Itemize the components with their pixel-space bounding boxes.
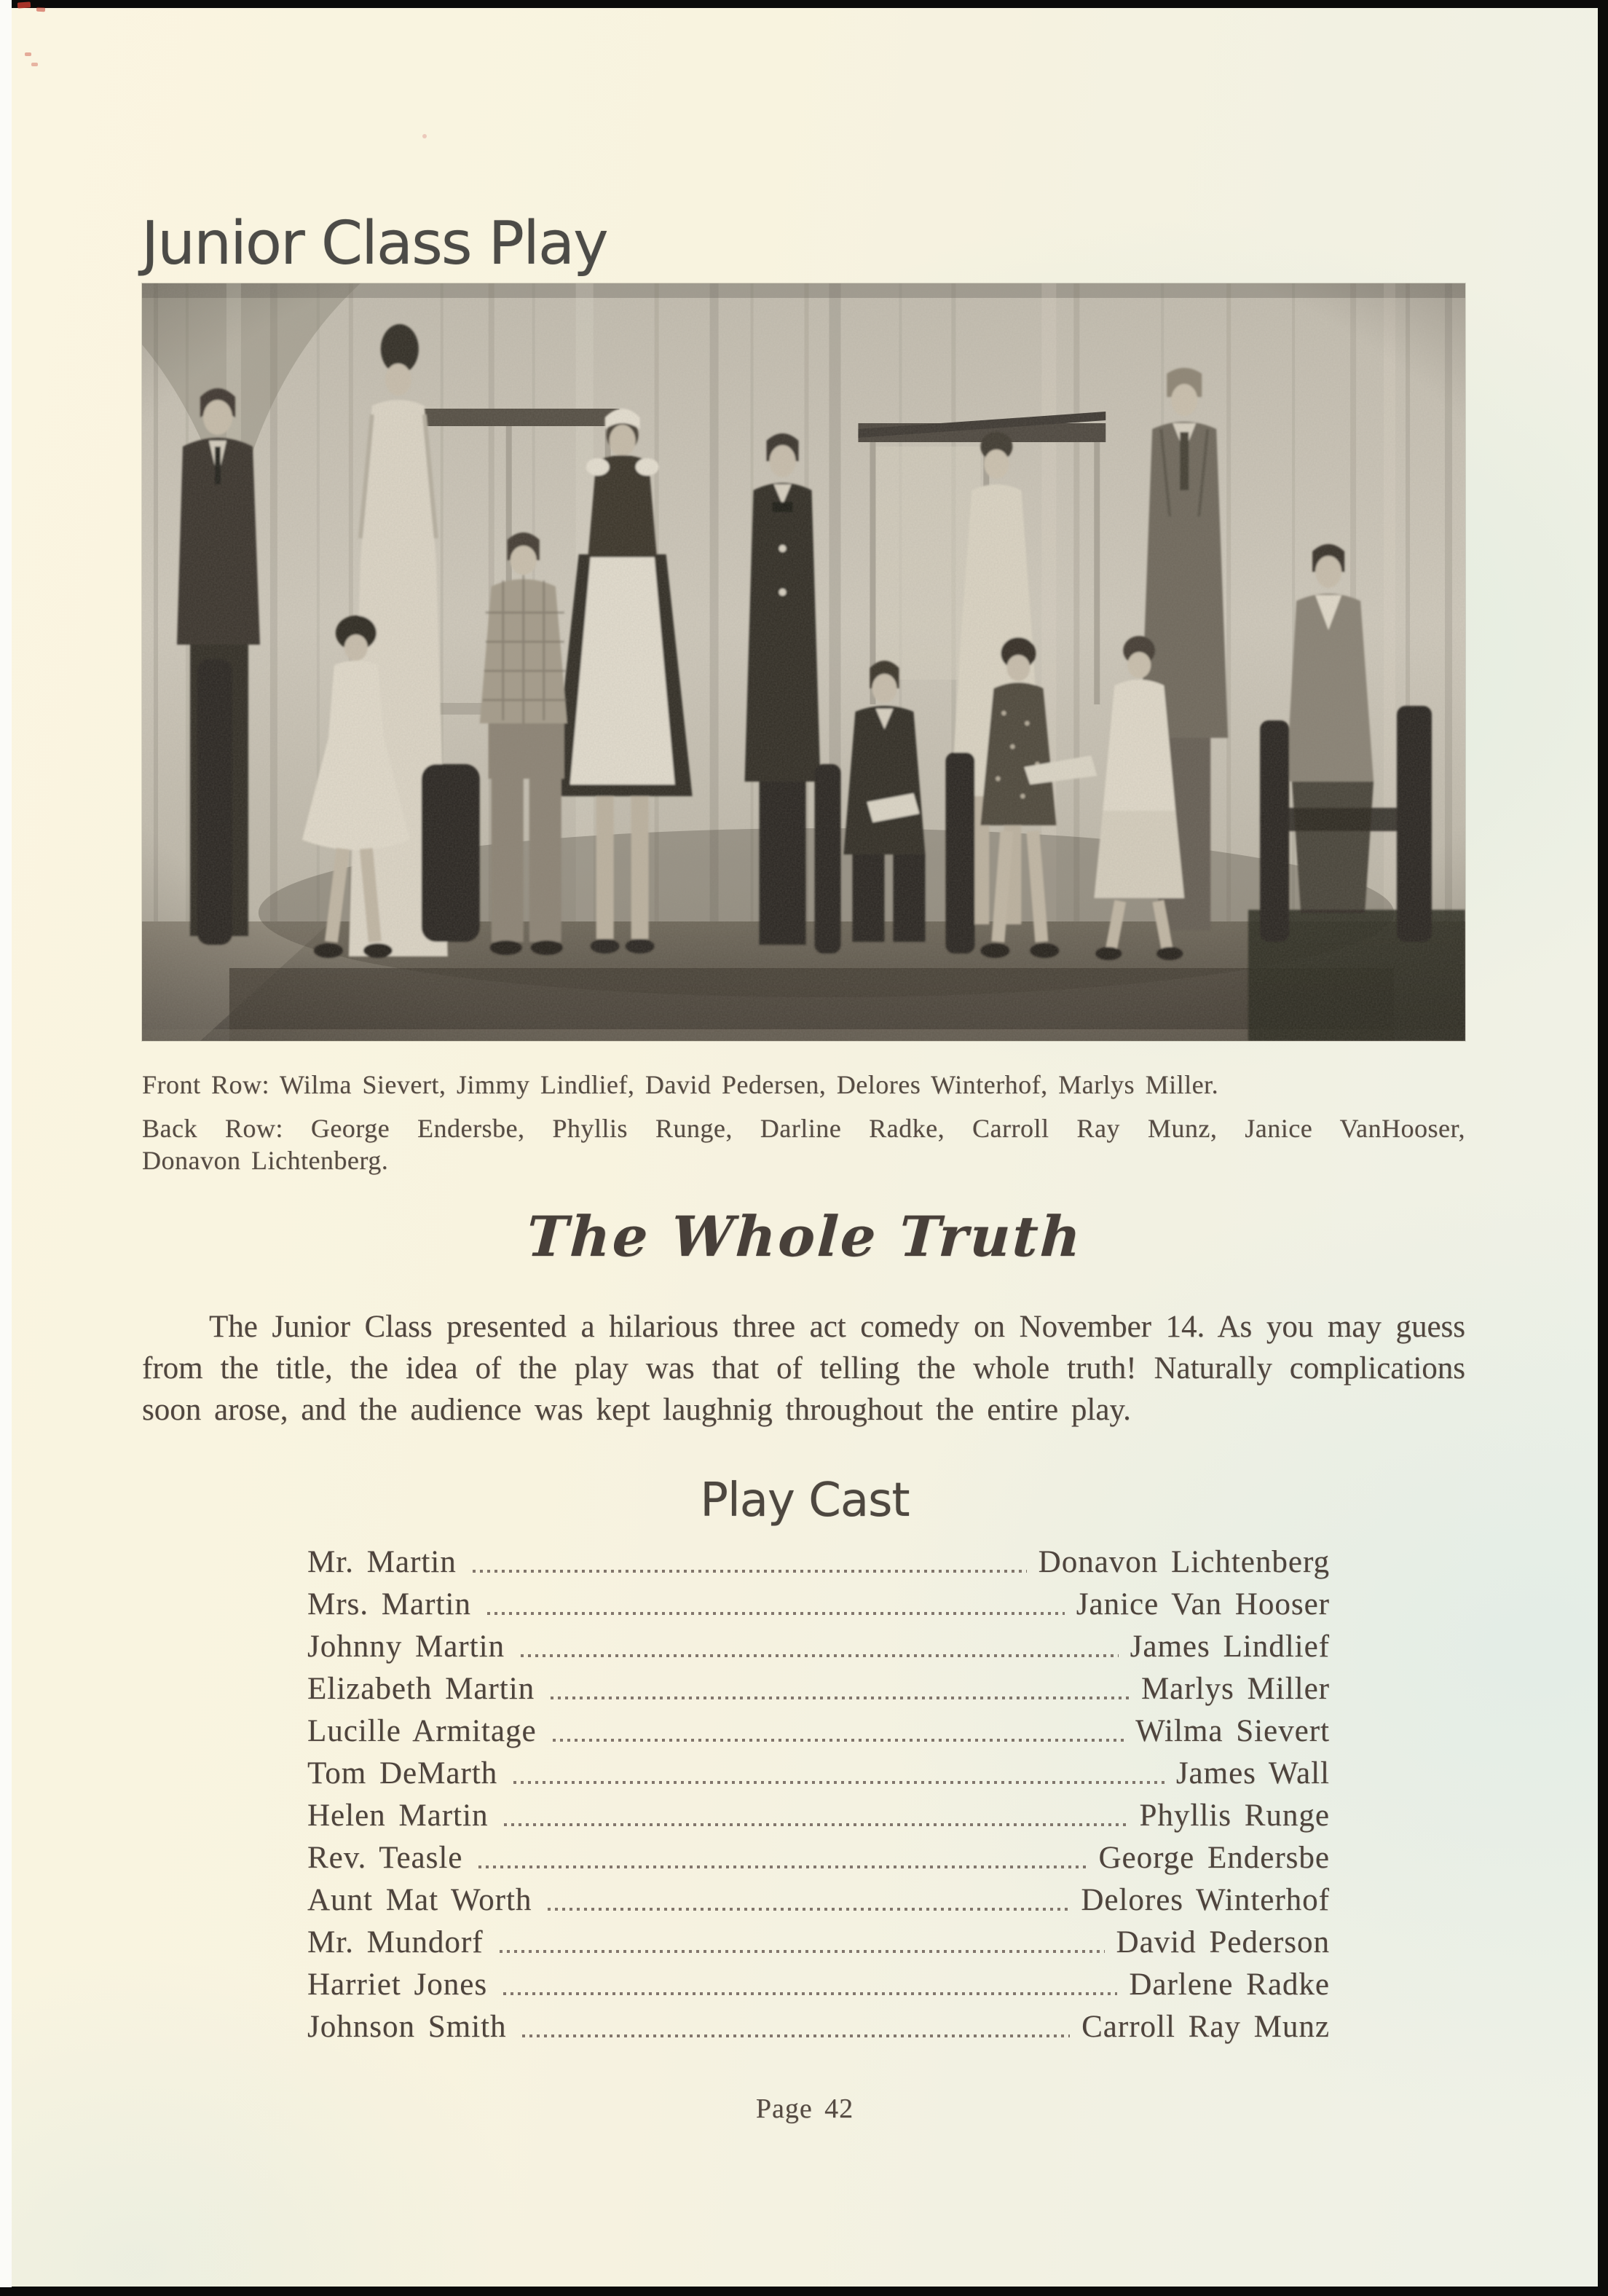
leader-dots [521,1654,1119,1657]
photo-caption-back-row-line2: Donavon Lichtenberg. [142,1146,389,1175]
cast-role: Mr. Martin [307,1544,457,1579]
photo-caption-back-row-line1: Back Row: George Endersbe, Phyllis Runge, Darline Radke, Carroll Ray Munz, Janice VanHooser, [142,1114,1465,1143]
leader-dots [522,2034,1070,2037]
page-number: Page 42 [755,2093,854,2124]
photo-caption-front-row: Front Row: Wilma Sievert, Jimmy Lindlief, David Pedersen, Delores Winterhof, Marlys Miller. [142,1070,1219,1099]
cast-row [307,1664,1330,1707]
leader-dots [473,1570,1027,1573]
scanner-edge-strip [0,0,12,2287]
cast-actor: David Pederson [1116,1925,1330,1959]
cast-actor: James Wall [1175,1756,1330,1790]
cast-row [307,1749,1330,1791]
red-ink-mark [36,7,45,12]
leader-dots [553,1739,1124,1742]
cast-actor: Janice Van Hooser [1076,1587,1330,1621]
play-cast-heading: Play Cast [700,1474,910,1528]
cast-role: Mrs. Martin [307,1587,471,1621]
leader-dots [487,1612,1065,1615]
cast-actor: Carroll Ray Munz [1081,2009,1330,2044]
cast-row [307,2002,1330,2045]
cast-role: Lucille Armitage [307,1713,537,1748]
play-script-title: The Whole Truth [525,1204,1084,1269]
cast-role: Harriet Jones [307,1967,488,2002]
cast-actor: Phyllis Runge [1139,1798,1330,1833]
cast-row [307,1580,1330,1622]
cast-role: Aunt Mat Worth [307,1882,532,1917]
cast-actor: Darlene Radke [1129,1967,1330,2002]
leader-dots [513,1781,1164,1784]
leader-dots [503,1992,1117,1995]
cast-role: Elizabeth Martin [307,1671,535,1706]
cast-actor: Donavon Lichtenberg [1038,1544,1330,1579]
cast-actor: Wilma Sievert [1135,1713,1330,1748]
leader-dots [551,1697,1130,1699]
cast-role: Tom DeMarth [307,1756,498,1790]
photo-caption [142,1069,1465,1176]
cast-row [307,1791,1330,1833]
photo-caption-back-row [142,1112,1465,1176]
yearbook-page [12,8,1598,2287]
leader-dots [548,1908,1069,1911]
red-ink-mark [17,1,31,8]
photo-grain [142,283,1465,1041]
leader-dots [478,1866,1087,1868]
cast-role: Mr. Mundorf [307,1925,484,1959]
class-play-photo-illustration [142,283,1465,1041]
cast-role: Johnny Martin [307,1629,505,1664]
cast-actor: James Lindlief [1130,1629,1330,1664]
cast-actor: Delores Winterhof [1081,1882,1330,1917]
cast-role: Rev. Teasle [307,1840,463,1875]
page-title: Junior Class Play [141,209,607,278]
cast-actor: George Endersbe [1098,1840,1330,1875]
play-description: The Junior Class presented a hilarious three act comedy on November 14. As you may guess from the title, the idea of the play was that of telling the whole truth! Naturally complications soon arose, and the audience was kept laughnig throughout the entire play. [142,1310,1465,1427]
red-ink-mark [25,52,31,56]
cast-role: Helen Martin [307,1798,489,1833]
leader-dots [504,1823,1127,1826]
cast-row [307,1833,1330,1876]
cast-row [307,1538,1330,1580]
red-ink-mark [422,134,427,138]
cast-row [307,1707,1330,1749]
cast-row [307,1960,1330,2002]
cast-row [307,1876,1330,1918]
cast-actor: Marlys Miller [1140,1671,1330,1706]
cast-row [307,1622,1330,1664]
cast-row [307,1918,1330,1960]
red-ink-mark [31,63,38,66]
cast-role: Johnson Smith [307,2009,507,2044]
cast-list [307,1538,1330,2045]
leader-dots [500,1950,1105,1953]
class-play-photo [142,283,1465,1041]
